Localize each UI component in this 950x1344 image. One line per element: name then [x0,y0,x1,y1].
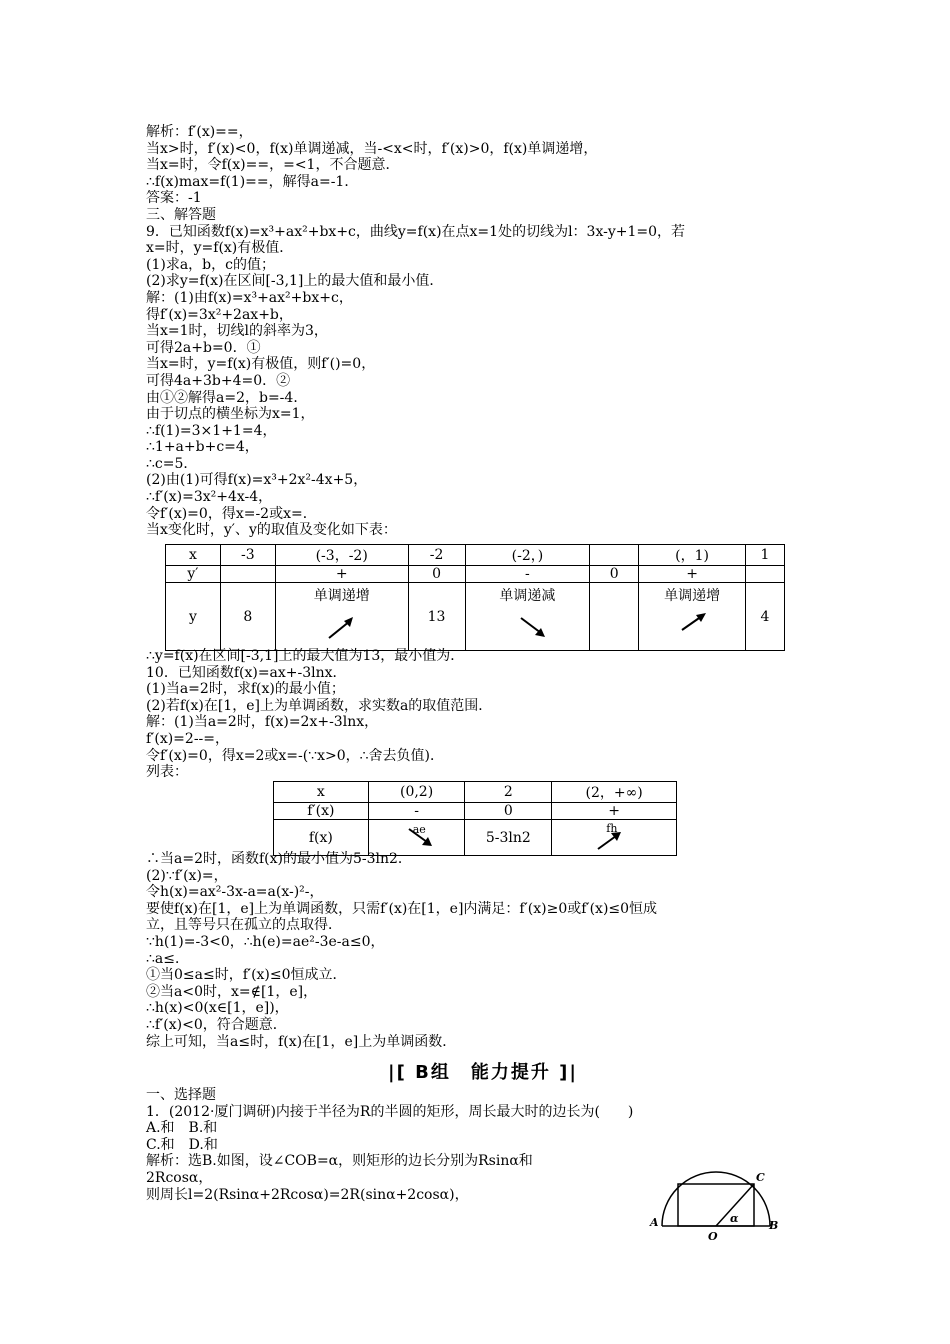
option-line: A.和 B.和 [146,1120,218,1137]
table-cell: 4 [746,583,785,651]
table-cell: 13 [408,583,465,651]
solution-line: 综上可知，当a≤时，f(x)在[1，e]上为单调函数． [146,1033,457,1050]
table-cell: f(x) [274,820,369,856]
table-cell: 0 [590,566,639,583]
text-line: ∴f(x)max=f(1)==，解得a=-1． [146,173,359,190]
table-cell: f′(x) [274,803,369,820]
solution-line: 2Rcosα， [146,1169,213,1186]
heading-right-bracket: ]| [559,1062,578,1083]
table-cell-increasing [639,583,746,651]
table-cell: - [368,803,465,820]
table-cell: (0,2) [368,782,465,803]
arrow-up-right-icon [679,609,709,633]
solution-line: ∴f′(x)<0，符合题意． [146,1016,287,1033]
problem-line: (2)求y=f(x)在区间[-3,1]上的最大值和最小值． [146,273,444,290]
table-cell: - [465,566,590,583]
heading-text: B组 能力提升 [415,1062,551,1083]
solution-line: ∴c=5． [146,455,198,472]
solution-line: 令f′(x)=0，得x=-2或x=． [146,505,317,522]
text-block-top [146,124,826,539]
table-cell-increasing [275,583,408,651]
table-cell: y [166,583,221,651]
variation-table-1 [165,544,785,651]
solution-line: 由①②解得a=2，b=-4． [146,389,308,406]
solution-line: 令f′(x)=0，得x=2或x=-(∵x>0，∴舍去负值)． [146,747,444,764]
variation-table-2 [273,781,677,856]
solution-line: 令h(x)=ax²-3x-a=a(x-)²-， [146,884,324,901]
solution-line: f′(x)=2--=， [146,730,230,747]
label-o: O [708,1230,718,1243]
solution-line: 立，且等号只在孤立的点取得． [146,917,342,934]
solution-line: ①当0≤a≤时，f′(x)≤0恒成立． [146,967,347,984]
option-line: C.和 D.和 [146,1136,218,1153]
table-cell [590,545,639,566]
cell-label: 单调递减 [499,588,556,604]
text-line: 当x=时，令f(x)==，=<1，不合题意． [146,157,400,174]
label-b: B [769,1219,779,1232]
solution-line: 当x=时，y=f(x)有极值，则f′()=0， [146,356,376,373]
cell-label: 单调递增 [313,588,370,604]
table-row [166,545,785,566]
table-cell: (2，+∞) [552,782,677,803]
table-cell-decreasing [465,583,590,651]
problem-line: x=时，y=f(x)有极值． [146,240,294,257]
table-row [274,803,677,820]
solution-line: 列表： [146,764,188,781]
semicircle-rectangle-figure [648,1164,784,1244]
arrow-up-right-icon [326,613,356,641]
section-title: 三、解答题 [146,206,216,223]
solution-line: 可得2a+b=0．① [146,339,261,356]
table-cell: + [552,803,677,820]
solution-line: 解：(1)由f(x)=x³+ax²+bx+c， [146,289,353,306]
text-block-middle [146,648,826,781]
solution-line: 得f′(x)=3x²+2ax+b， [146,306,293,323]
solution-line: ∴a≤． [146,950,189,967]
problem-line: 1．(2012·厦门调研)内接于半径为R的半圆的矩形，周长最大时的边长为( ) [146,1103,634,1120]
table-cell: (-3，-2) [275,545,408,566]
solution-line: 由于切点的横坐标为x=1， [146,406,315,423]
section-title: 一、选择题 [146,1087,216,1103]
table-cell: 0 [465,803,552,820]
table-row [166,583,785,651]
section-heading [388,1058,578,1084]
table-cell: + [275,566,408,583]
table-cell: x [166,545,221,566]
table-cell: + [639,566,746,583]
solution-line: ∴当a=2时，函数f(x)的最小值为5-3ln2． [146,851,412,867]
solution-line: 解：(1)当a=2时，f(x)=2x+-3lnx， [146,714,379,731]
heading-left-bracket: |[ [388,1062,407,1083]
text-line: ∴y=f(x)在区间[-3,1]上的最大值为13，最小值为． [146,648,465,664]
problem-line: 10．已知函数f(x)=ax+-3lnx． [146,664,347,681]
label-alpha: α [730,1212,739,1225]
table-cell: -3 [220,545,275,566]
table-cell [590,583,639,651]
arrow-down-right-icon [518,615,548,641]
table-cell: 8 [220,583,275,651]
solution-line: 要使f(x)在[1，e]上为单调函数，只需f′(x)在[1，e]内满足：f′(x)≥0或f′(x)≤0恒成 [146,900,658,917]
table-row [166,566,785,583]
solution-line: 可得4a+3b+4=0．② [146,372,291,389]
garbled-mark: ae [412,823,426,836]
problem-line: (1)求a，b，c的值； [146,256,275,273]
table-cell: -2 [408,545,465,566]
table-cell: 0 [408,566,465,583]
text-line: 答案：-1 [146,190,202,207]
solution-line: ∴f′(x)=3x²+4x-4， [146,489,273,506]
text-line: 当x>时，f′(x)<0，f(x)单调递减，当-<x<时，f′(x)>0，f(x)单调递增， [146,140,598,157]
problem-line: 9．已知函数f(x)=x³+ax²+bx+c，曲线y=f(x)在点x=1处的切线为l：3x-y+1=0，若 [146,223,686,240]
label-c: C [756,1171,765,1184]
text-block-bottom [146,851,826,1050]
inscribed-rectangle [678,1184,754,1226]
solution-line: ∴f(1)=3×1+1=4， [146,422,277,439]
table-cell: 2 [465,782,552,803]
garbled-mark: fh [606,822,618,835]
table-cell: 1 [746,545,785,566]
table-cell: x [274,782,369,803]
solution-line: ∴h(x)<0(x∈[1，e])， [146,1000,289,1017]
solution-line: 则周长l=2(Rsinα+2Rcosα)=2R(sinα+2cosα)， [146,1186,469,1203]
table-cell [746,566,785,583]
table-cell [220,566,275,583]
problem-line: (2)若f(x)在[1，e]上为单调函数，求实数a的取值范围． [146,697,493,714]
solution-line: 当x=1时，切线l的斜率为3， [146,323,328,340]
text-line: 解析：f′(x)==， [146,124,253,140]
table-cell: 5-3ln2 [465,820,552,856]
solution-line: 当x变化时，y′、y的取值及变化如下表： [146,522,397,539]
solution-line: (2)∵f′(x)=， [146,867,228,884]
solution-line: (2)由(1)可得f(x)=x³+2x²-4x+5， [146,472,368,489]
solution-line: ∵h(1)=-3<0，∴h(e)=ae²-3e-a≤0， [146,933,385,950]
solution-line: 解析：选B.如图，设∠COB=α，则矩形的边长分别为Rsinα和 [146,1153,533,1170]
problem-line: (1)当a=2时，求f(x)的最小值； [146,681,345,698]
table-cell: y′ [166,566,221,583]
table-cell: (-2，) [465,545,590,566]
solution-line: ②当a<0时，x=∉[1，e]， [146,983,318,1000]
label-a: A [650,1216,659,1229]
cell-label: 单调递增 [664,588,721,604]
table-cell: (，1) [639,545,746,566]
table-row [274,782,677,803]
solution-line: ∴1+a+b+c=4， [146,439,259,456]
